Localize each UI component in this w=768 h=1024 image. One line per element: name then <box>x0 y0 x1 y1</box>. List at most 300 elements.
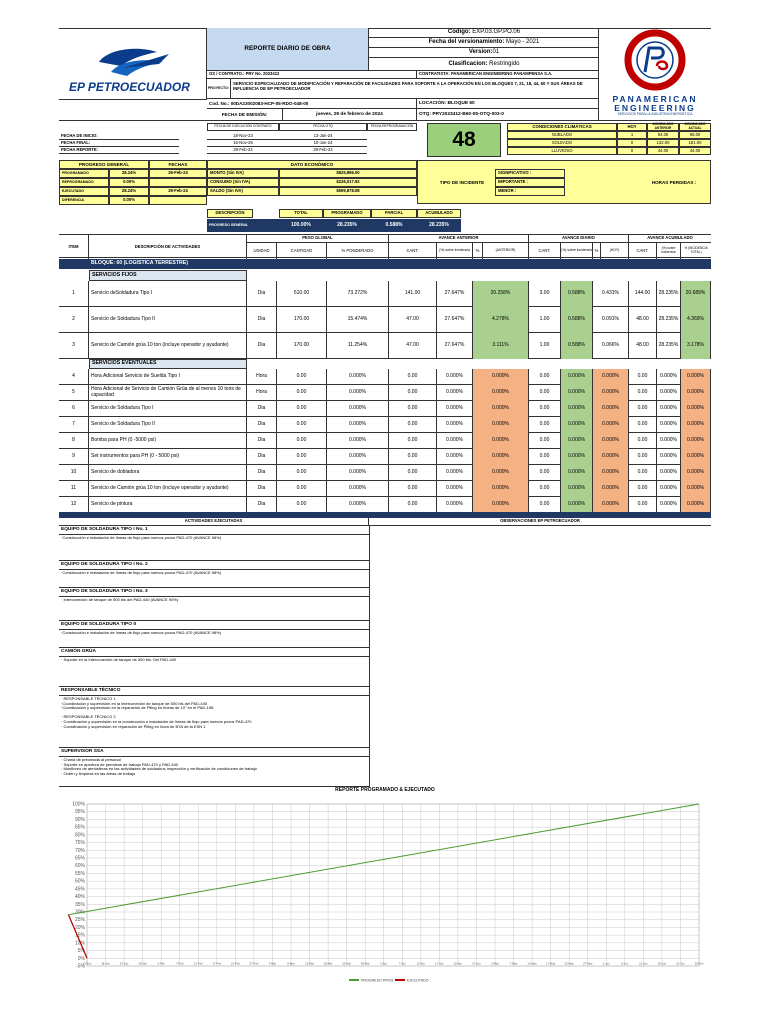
th-peso-global: PESO GLOBAL <box>247 235 389 243</box>
panamerican-sub: SERVICIOS PARA LA INDUSTRIA ENERGÉTICA <box>617 112 693 116</box>
activity-line: · Soporte en la Interconexión de tanque de 500 bls. Del PAD-440 <box>61 657 177 662</box>
cell-ap: 0.000% <box>473 385 529 401</box>
x-tick-label: 17-Feb <box>212 961 222 966</box>
y-tick-label: 85% <box>74 824 85 831</box>
cell-ct: 0.000% <box>681 449 711 465</box>
cell-ai: 0.000% <box>437 385 473 401</box>
y-tick-label: 50% <box>74 878 85 885</box>
cell-d: Servicio de dobladora <box>89 465 247 481</box>
x-tick-label: 22-Apr <box>453 961 463 966</box>
cell-dp: 0.066% <box>593 333 629 359</box>
activity-line: · Interconexión de tanque de 500 bls del PAD-440 (AVANCE 90%) <box>61 597 179 602</box>
cell-n: 6 <box>59 401 89 417</box>
x-tick-label: 2-Apr <box>380 961 388 966</box>
x-tick-label: 12-May <box>527 961 537 966</box>
x-tick-label: 21-Jun <box>676 961 685 966</box>
col-otq: FECHA OTQ <box>279 123 367 131</box>
consumo-label: CONSUMO (Sin IVA) <box>207 178 279 187</box>
version-value: 01 <box>492 49 500 56</box>
monto-label: MONTO (Sin IVA) <box>207 169 279 178</box>
sum-descripcion: DESCRIPCIÓN <box>207 209 253 218</box>
activity-block-title: SUPERVISOR SSA <box>59 748 369 757</box>
activity-block-body <box>59 757 369 787</box>
reporte-otq: 29-Feb-24 <box>279 147 367 154</box>
cell-ci: 28.235% <box>657 281 681 307</box>
y-tick-label: -5% <box>76 963 85 970</box>
th-avance-acumulado: AVANCE ACUMULADO <box>629 235 711 243</box>
weather-act-value: 44.00 <box>679 147 711 155</box>
cell-dp: 0.431% <box>593 281 629 307</box>
cell-d: Servicio de Camión grúa 10 ton (incluye operador y ayudante) <box>89 481 247 497</box>
cell-di: 0.588% <box>561 333 593 359</box>
weather-ant-value: 132.00 <box>647 139 679 147</box>
saldo-label: SALDO (Sin IVA) <box>207 187 279 196</box>
cell-ac: 0.00 <box>389 465 437 481</box>
cell-ct: 0.000% <box>681 465 711 481</box>
activity-line: ·Coordinación y supervisión en la interconexión de tanque de 500 bls del PAD-440 <box>61 700 208 706</box>
cell-n: 3 <box>59 333 89 359</box>
bloque-row-item <box>59 259 89 269</box>
cell-dc: 0.00 <box>529 449 561 465</box>
servicios-eventuales: SERVICIOS EVENTUALES <box>89 359 247 369</box>
cell-cc: 0.00 <box>629 385 657 401</box>
inicio-label: FECHA DE INICIO: <box>59 133 179 140</box>
activity-block-body <box>59 696 369 748</box>
weather-label: NUBLADO <box>507 131 617 139</box>
cell-q: 0.00 <box>277 449 327 465</box>
cell-d: Servicio deSoldadura Tipo I <box>89 281 247 307</box>
cell-p: 0.000% <box>327 401 389 417</box>
y-tick-label: 70% <box>74 847 85 854</box>
table-row <box>59 385 711 401</box>
monto-value: $825,896.00 <box>279 169 417 178</box>
cell-ac: 0.00 <box>389 417 437 433</box>
cell-ac: 0.00 <box>389 369 437 385</box>
cell-d: Bomba para PH (0 -5000 psi) <box>89 433 247 449</box>
table-row <box>59 401 711 417</box>
cell-d: Servicio de Soldadura Tipo II <box>89 417 247 433</box>
cell-p: 0.000% <box>327 497 389 513</box>
cell-ai: 0.000% <box>437 417 473 433</box>
cell-p: 0.000% <box>327 433 389 449</box>
activity-block-body <box>59 535 369 561</box>
th-avance-anterior: AVANCE ANTERIOR <box>389 235 529 243</box>
otq: OTQ: PRY2023412-B60-05-OTQ-003-0 <box>417 108 599 120</box>
cell-q: 170.00 <box>277 307 327 333</box>
progress-row-fecha: 29-Feb-24 <box>149 187 207 196</box>
cell-cc: 0.00 <box>629 465 657 481</box>
cell-n: 7 <box>59 417 89 433</box>
cell-ai: 27.647% <box>437 307 473 333</box>
x-tick-label: 22-May <box>564 961 574 966</box>
y-tick-label: 0% <box>77 955 85 962</box>
cell-di: 0.000% <box>561 481 593 497</box>
cell-ai: 0.000% <box>437 497 473 513</box>
y-tick-label: 75% <box>74 840 85 847</box>
col-reprog: FECHA REPROGRAMACIÓN <box>367 123 417 131</box>
activity-block-title: EQUIPO DE SOLDADURA TIPO I No. 3 <box>59 588 369 597</box>
fecha-version-row <box>369 38 599 48</box>
th-dia-pct: % <box>593 243 601 259</box>
th-acum-cant: CANT. <box>629 243 657 259</box>
cell-q: 0.00 <box>277 417 327 433</box>
locacion: LOCACIÓN: BLOQUE 60 <box>417 98 599 108</box>
th-cantidad: CANTIDAD <box>277 243 327 259</box>
inicio-contrato: 18-Nov-23 <box>207 133 279 140</box>
x-tick-label: 18-Mar <box>323 961 333 966</box>
cell-cc: 48.00 <box>629 333 657 359</box>
y-tick-label: 65% <box>74 855 85 862</box>
table-row <box>59 465 711 481</box>
cell-dc: 0.00 <box>529 465 561 481</box>
cell-ct: 3.178% <box>681 333 711 359</box>
cell-ai: 0.000% <box>437 481 473 497</box>
activity-block-title: EQUIPO DE SOLDADURA TIPO I No. 2 <box>59 561 369 570</box>
fecha-emision-label: FECHA DE EMISIÓN: <box>207 108 283 120</box>
weather-hoy: HOY <box>617 123 647 131</box>
cell-n: 5 <box>59 385 89 401</box>
fecha-version-label: Fecha del versionamiento: <box>428 39 505 46</box>
chart-title: REPORTE PROGRAMADO & EJECUTADO <box>335 787 435 794</box>
y-tick-label: 5% <box>77 948 85 955</box>
cell-di: 0.588% <box>561 307 593 333</box>
activity-line: · Charla de preomada al personal <box>61 757 121 762</box>
cell-u: Hora <box>247 385 277 401</box>
activity-line: ·Construcción e instalación de líneas de flujo para nuevos pozos PAD-470 (AVANCE 98%) <box>61 630 222 635</box>
x-tick-label: 1-Jun <box>602 961 610 966</box>
cell-dp: 0.000% <box>593 401 629 417</box>
activity-line: ·Construcción e instalación de líneas de flujo para nuevos pozos PAD-470 (AVANCE 98%) <box>61 570 222 575</box>
x-tick-label: 28-Jan <box>138 961 147 966</box>
table-row <box>59 281 711 307</box>
report-sheet <box>59 28 711 990</box>
cell-di: 0.000% <box>561 369 593 385</box>
cell-n: 9 <box>59 449 89 465</box>
cell-ai: 0.000% <box>437 433 473 449</box>
incidents-tipo: TIPO DE INCIDENTE <box>439 180 485 186</box>
th-acum-total: % (INCIDENCIA TOTAL) <box>684 246 708 254</box>
legend-label: EJECUTADO <box>407 978 429 983</box>
table-row <box>59 481 711 497</box>
cell-di: 0.000% <box>561 465 593 481</box>
cell-di: 0.000% <box>561 433 593 449</box>
cell-n: 2 <box>59 307 89 333</box>
progress-row-label: PROGRAMADO <box>59 169 109 178</box>
panamerican-logo <box>599 28 711 118</box>
y-tick-label: 80% <box>74 832 85 839</box>
cell-n: 1 <box>59 281 89 307</box>
x-tick-label: 28-Mar <box>360 961 370 966</box>
sum-acumulado: ACUMULADO <box>417 209 461 218</box>
x-tick-label: 17-May <box>545 961 556 966</box>
y-tick-label: 95% <box>74 809 85 816</box>
cell-q: 0.00 <box>277 401 327 417</box>
y-tick-label: 25% <box>74 917 85 924</box>
cell-ap: 0.000% <box>473 481 529 497</box>
x-tick-label: 17-Apr <box>435 961 444 966</box>
consumo-value: $226,017.92 <box>279 178 417 187</box>
x-tick-label: 6-Jun <box>621 961 629 966</box>
cell-di: 0.000% <box>561 449 593 465</box>
progress-fechas: FECHAS <box>149 160 207 169</box>
cell-dp: 0.000% <box>593 417 629 433</box>
cell-q: 510.00 <box>277 281 327 307</box>
y-tick-label: 20% <box>74 924 85 931</box>
cell-ap: 0.000% <box>473 465 529 481</box>
y-tick-label: 100% <box>72 801 85 808</box>
cell-ct: 20.689% <box>681 281 711 307</box>
panamerican-emblem-icon <box>599 28 711 92</box>
report-title: REPORTE DIARIO DE OBRA <box>207 28 369 70</box>
cell-ct: 4.369% <box>681 307 711 333</box>
cell-ap: 0.000% <box>473 433 529 449</box>
table-row <box>59 449 711 465</box>
weather-title: CONDICIONES CLIMÁTICAS <box>507 123 617 131</box>
cell-dc: 0.00 <box>529 481 561 497</box>
progress-row-pct: 28.24% <box>109 187 149 196</box>
cell-ai: 0.000% <box>437 465 473 481</box>
th-ant-cant: CANT. <box>389 243 437 259</box>
cod-no: Cod. No.: 00DA23002083-HCP-05-RDO-048-00 <box>207 98 417 108</box>
cell-dc: 1.00 <box>529 333 561 359</box>
cell-cc: 144.00 <box>629 281 657 307</box>
cell-d: Servicio de pintura <box>89 497 247 513</box>
weather-hoy-value: 0 <box>617 147 647 155</box>
th-dia-inc: (%) sobre incidencia <box>561 243 593 259</box>
cell-ap: 4.278% <box>473 307 529 333</box>
cell-ct: 0.000% <box>681 433 711 449</box>
cell-dp: 0.000% <box>593 385 629 401</box>
table-row <box>59 369 711 385</box>
table-header <box>59 234 711 258</box>
weather-hoy-value: 1 <box>617 131 647 139</box>
cell-n: 11 <box>59 481 89 497</box>
final-otq: 10-Jun-24 <box>279 140 367 147</box>
activity-block-title: CAMIÓN GRÚA <box>59 648 369 657</box>
th-desc: DESCRIPCIÓN DE ACTIVIDADES <box>89 235 247 259</box>
incidents-significativo: SIGNIFICATIVO : <box>495 169 565 178</box>
bloque-row: BLOQUE: 60 (LOGISTICA TERRESTRE) <box>89 259 711 269</box>
weather-label: LLUVIOSO <box>507 147 617 155</box>
cell-u: Dia <box>247 333 277 359</box>
cell-q: 0.00 <box>277 433 327 449</box>
cell-ap: 3.111% <box>473 333 529 359</box>
econ-title: DATO ECONÓMICO <box>207 160 417 169</box>
cell-d: Set instrumentos para PH (0 - 5000 psi) <box>89 449 247 465</box>
cell-ci: 0.000% <box>657 369 681 385</box>
cell-ci: 0.000% <box>657 449 681 465</box>
clasificacion-row <box>369 58 599 70</box>
sum-row-label: PROGRESO GENERAL <box>207 219 279 232</box>
activity-line: · Soporte en apertura de permisos de trabajo PAD-470 y PAD-440 <box>61 761 179 767</box>
proyecto-value: SERVICIO ESPECIALIZADO DE MODIFICACIÓN Y REPARACIÓN DE FACILIDADES PARA SOPORTE A LA OPERACIÓN EN LOS BLOQUES 7, 21, 18, 44, 60 Y SUS ÁREAS DE INFLUENCIA DE EP PETROECUADOR <box>231 78 599 98</box>
reporte-label: FECHA REPORTE: <box>59 147 179 154</box>
fecha-emision-value: jueves, 29 de febrero de 2024 <box>283 108 417 120</box>
cell-n: 12 <box>59 497 89 513</box>
cell-p: 0.000% <box>327 481 389 497</box>
cell-cc: 0.00 <box>629 401 657 417</box>
version-label: Version: <box>468 49 493 56</box>
x-tick-label: 13-Mar <box>305 961 314 966</box>
x-tick-label: 11-Jun <box>639 961 648 966</box>
cell-dp: 0.000% <box>593 481 629 497</box>
cell-dp: 0.000% <box>593 465 629 481</box>
cell-u: Dia <box>247 481 277 497</box>
cell-cc: 0.00 <box>629 497 657 513</box>
cell-dc: 0.00 <box>529 433 561 449</box>
progress-row-label: DIFERENCIA <box>59 196 109 205</box>
th-ant-anterior: (ANTERIOR) <box>483 243 529 259</box>
sum-total: TOTAL <box>279 209 323 218</box>
contrato: OS / CONTRATO.: PRY No. 2023412 <box>207 70 417 78</box>
cell-ci: 0.000% <box>657 497 681 513</box>
x-tick-label: 18-Jan <box>101 961 110 966</box>
th-ponderado: % PONDERADO <box>327 243 389 259</box>
activities-title: ACTIVIDADES EJECUTADAS <box>59 518 369 526</box>
cell-ac: 0.00 <box>389 497 437 513</box>
y-tick-label: 45% <box>74 886 85 893</box>
sum-prog-value: 28.235% <box>323 219 371 232</box>
cell-q: 0.00 <box>277 369 327 385</box>
cell-ap: 0.000% <box>473 449 529 465</box>
cell-dc: 0.00 <box>529 417 561 433</box>
cell-p: 0.000% <box>327 449 389 465</box>
cell-n: 8 <box>59 433 89 449</box>
cell-ai: 0.000% <box>437 449 473 465</box>
final-label: FECHA FINAL: <box>59 140 179 147</box>
table-row <box>59 417 711 433</box>
saldo-value: $599,878.08 <box>279 187 417 196</box>
cell-ct: 0.000% <box>681 497 711 513</box>
fecha-version-value: Mayo - 2021 <box>506 39 540 46</box>
cell-dc: 3.00 <box>529 281 561 307</box>
cell-ac: 0.00 <box>389 433 437 449</box>
weather-acum-act: ACUMULADO ACTUAL <box>679 123 711 131</box>
incidents-importante: IMPORTANTE : <box>495 178 565 187</box>
progress-row-fecha <box>149 196 207 205</box>
x-tick-label: 27-May <box>583 961 593 966</box>
cell-u: Dia <box>247 433 277 449</box>
weather-ant-value: 44.00 <box>647 147 679 155</box>
th-item: ITEM <box>59 235 89 259</box>
sum-parcial: PARCIAL <box>371 209 417 218</box>
x-tick-label: 27-Feb <box>249 961 259 966</box>
cell-u: Hora <box>247 369 277 385</box>
cell-ai: 27.647% <box>437 281 473 307</box>
panamerican-line2: ENGINEERING <box>614 103 696 113</box>
progress-row-fecha: 29-Feb-24 <box>149 169 207 178</box>
incidents-horas: HORAS PERDIDAS : <box>651 180 697 186</box>
activity-block-title: EQUIPO DE SOLDADURA TIPO I No. 1 <box>59 526 369 535</box>
cell-di: 0.000% <box>561 497 593 513</box>
sum-total-value: 100.00% <box>279 219 323 232</box>
cell-ac: 47.00 <box>389 307 437 333</box>
cell-dp: 0.000% <box>593 433 629 449</box>
activity-line: · RESPONSABLE TÉCNICO 2 <box>61 714 116 720</box>
cell-ci: 0.000% <box>657 433 681 449</box>
weather-act-value: 95.00 <box>679 131 711 139</box>
cell-ct: 0.000% <box>681 401 711 417</box>
activity-line: · Coordinación y supervisión en reparación de Piling en línea de BYA de la ESN 1 <box>61 723 206 729</box>
cell-dp: 0.091% <box>593 307 629 333</box>
th-ant-inc: (%) sobre incidencia <box>437 243 473 259</box>
cell-dc: 1.00 <box>529 307 561 333</box>
petroecuador-logo-text: EP PETROECUADOR <box>69 80 190 94</box>
cell-ci: 0.000% <box>657 417 681 433</box>
cell-cc: 0.00 <box>629 449 657 465</box>
cell-dc: 0.00 <box>529 401 561 417</box>
cell-d: Servicio de Soldadura Tipo II <box>89 307 247 333</box>
x-tick-label: 23-Mar <box>342 961 352 966</box>
cell-ap: 20.258% <box>473 281 529 307</box>
observations-title: OBSERVACIONES EP PETROECUADOR <box>369 518 711 526</box>
progress-row-pct: 28.24% <box>109 169 149 178</box>
cell-p: 0.000% <box>327 369 389 385</box>
cell-n: 10 <box>59 465 89 481</box>
x-tick-label: 26-Jun <box>694 961 704 966</box>
cell-ac: 0.00 <box>389 481 437 497</box>
incidents-menor: MENOR : <box>495 187 565 196</box>
progress-section <box>59 160 711 208</box>
cell-u: Dia <box>247 281 277 307</box>
cell-q: 0.00 <box>277 465 327 481</box>
x-tick-label: 8-Mar <box>287 961 295 966</box>
y-tick-label: 35% <box>74 901 85 908</box>
cell-q: 170.00 <box>277 333 327 359</box>
cell-dp: 0.000% <box>593 497 629 513</box>
th-unidad: UNIDAD <box>247 243 277 259</box>
cell-ci: 0.000% <box>657 481 681 497</box>
cell-u: Dia <box>247 307 277 333</box>
progress-row-fecha <box>149 178 207 187</box>
x-tick-label: 12-Feb <box>193 961 203 966</box>
activity-block-body <box>59 657 369 687</box>
weather-hoy-value: 0 <box>617 139 647 147</box>
activity-block-body <box>59 630 369 648</box>
panamerican-line1: PANAMERICAN <box>612 94 698 104</box>
activity-block-body <box>59 597 369 621</box>
cell-ct: 0.000% <box>681 417 711 433</box>
cell-ac: 47.00 <box>389 333 437 359</box>
cell-dc: 0.00 <box>529 369 561 385</box>
cell-ac: 0.00 <box>389 385 437 401</box>
table-row <box>59 433 711 449</box>
x-tick-label: 23-Jan <box>119 961 129 966</box>
y-tick-label: 40% <box>74 894 85 901</box>
cell-di: 0.000% <box>561 401 593 417</box>
y-tick-label: 55% <box>74 870 85 877</box>
cell-u: Dia <box>247 497 277 513</box>
y-tick-label: 90% <box>74 816 85 823</box>
sum-parcial-value: 0.588% <box>371 219 417 232</box>
cell-ct: 0.000% <box>681 369 711 385</box>
proyecto-label: PROYECTO: <box>207 78 231 98</box>
progress-row-label: EJECUTADO <box>59 187 109 196</box>
cell-p: 0.000% <box>327 385 389 401</box>
cell-ci: 0.000% <box>657 465 681 481</box>
codigo-value: EXP.03.GP.PO.06 <box>472 29 521 36</box>
cell-p: 0.000% <box>327 465 389 481</box>
cell-d: Hora Adicional de Servicio de Camión Grúa de al menos 10 tons de capacidad <box>89 385 247 401</box>
cell-ap: 0.000% <box>473 369 529 385</box>
cell-n: 4 <box>59 369 89 385</box>
cell-di: 0.000% <box>561 385 593 401</box>
version-row <box>369 48 599 58</box>
cell-dp: 0.000% <box>593 449 629 465</box>
weather-ant-value: 94.00 <box>647 131 679 139</box>
cell-ct: 0.000% <box>681 481 711 497</box>
th-avance-diario: AVANCE DIARIO <box>529 235 629 243</box>
